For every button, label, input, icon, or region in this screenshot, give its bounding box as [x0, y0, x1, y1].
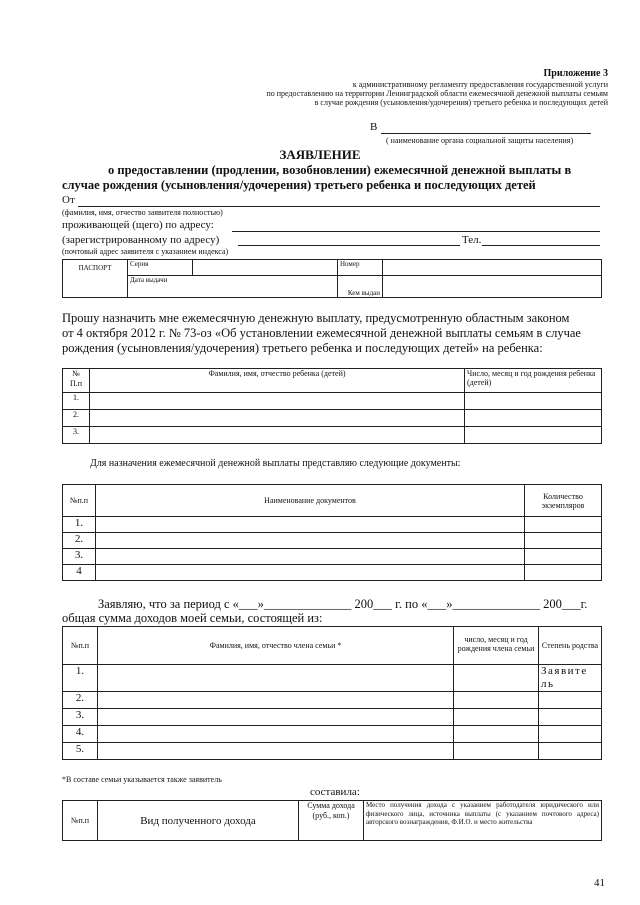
table-row — [63, 533, 602, 549]
table-row — [63, 517, 602, 533]
children-name-cell[interactable] — [90, 410, 465, 427]
family-table — [62, 626, 602, 760]
table-row — [63, 549, 602, 565]
docs-name-cell[interactable] — [96, 565, 525, 581]
income-line-1: Заявляю, что за период с «___»______________ 200___ г. по «___»______________ 200___г. — [98, 597, 588, 611]
to-line[interactable] — [381, 133, 591, 134]
children-col-date: Число, месяц и год рождения ребенка (детей) — [465, 369, 602, 393]
income-col-num: №п.п — [63, 801, 98, 841]
table-row — [63, 427, 602, 444]
passport-number-label: Номер — [338, 260, 383, 276]
table-row — [63, 709, 602, 726]
family-row-num: 4. — [63, 726, 98, 743]
address-registered-label: (зарегистрированному по адресу) — [62, 234, 220, 246]
passport-table — [62, 259, 602, 298]
address-live-line[interactable] — [232, 231, 600, 232]
family-date-cell[interactable] — [454, 709, 539, 726]
composed-label: составила: — [310, 786, 360, 798]
income-table — [62, 800, 602, 841]
children-name-cell[interactable] — [90, 427, 465, 444]
from-prefix: От — [62, 194, 75, 206]
to-prefix: В — [370, 121, 378, 133]
table-row — [63, 726, 602, 743]
passport-series-field[interactable] — [193, 260, 338, 276]
passport-issued-label: Кем выдан — [338, 276, 383, 298]
children-name-cell[interactable] — [90, 393, 465, 410]
family-date-cell[interactable] — [454, 692, 539, 709]
address-live-label: проживающей (щего) по адресу: — [62, 219, 214, 231]
address-registered-line[interactable] — [238, 245, 460, 246]
documents-table — [62, 484, 602, 581]
table-row — [63, 565, 602, 581]
tel-line[interactable] — [482, 245, 600, 246]
from-caption: (фамилия, имя, отчество заявителя полностью) — [62, 208, 223, 217]
passport-number-field[interactable] — [383, 260, 602, 276]
docs-row-num: 1. — [63, 517, 96, 533]
docs-name-cell[interactable] — [96, 533, 525, 549]
children-row-num: 1. — [63, 393, 90, 410]
family-name-cell[interactable] — [98, 709, 454, 726]
family-date-cell[interactable] — [454, 726, 539, 743]
children-date-cell[interactable] — [465, 410, 602, 427]
children-table — [62, 368, 602, 444]
request-line-3: рождения (усыновления/удочерения) третьего ребенка и последующих детей» на ребенка: — [62, 341, 543, 355]
family-name-cell[interactable] — [98, 692, 454, 709]
address-caption: (почтовый адрес заявителя с указанием индекса) — [62, 247, 229, 256]
children-row-num: 2. — [63, 410, 90, 427]
docs-name-cell[interactable] — [96, 549, 525, 565]
family-name-cell[interactable] — [98, 665, 454, 692]
children-row-num: 3. — [63, 427, 90, 444]
table-row — [63, 692, 602, 709]
family-row-num: 1. — [63, 665, 98, 692]
family-relation-cell[interactable] — [539, 743, 602, 760]
docs-intro: Для назначения ежемесячной денежной выплаты представляю следующие документы: — [90, 458, 461, 469]
family-date-cell[interactable] — [454, 665, 539, 692]
table-row — [63, 393, 602, 410]
subtitle-line-2: случае рождения (усыновления/удочерения) третьего ребенка и последующих детей — [62, 178, 536, 192]
request-line-1: Прошу назначить мне ежемесячную денежную выплату, предусмотренную областным законом — [62, 311, 570, 325]
docs-name-cell[interactable] — [96, 517, 525, 533]
family-relation-cell[interactable]: Заявите ль — [539, 665, 602, 692]
family-date-cell[interactable] — [454, 743, 539, 760]
family-name-cell[interactable] — [98, 743, 454, 760]
family-relation-cell[interactable] — [539, 726, 602, 743]
docs-row-num: 3. — [63, 549, 96, 565]
docs-row-num: 4 — [63, 565, 96, 581]
footnote: *В составе семьи указывается также заявитель — [62, 775, 222, 784]
docs-count-cell[interactable] — [525, 533, 602, 549]
to-caption: ( наименование органа социальной защиты населения) — [386, 136, 574, 145]
table-row — [63, 410, 602, 427]
income-line-2: общая сумма доходов моей семьи, состоящей из: — [62, 611, 323, 625]
docs-col-name: Наименование документов — [96, 485, 525, 517]
children-date-cell[interactable] — [465, 393, 602, 410]
appendix-title: Приложение 3 — [543, 68, 608, 79]
passport-issued-field[interactable] — [383, 276, 602, 298]
family-col-name: Фамилия, имя, отчество члена семьи * — [98, 627, 454, 665]
passport-label: ПАСПОРТ — [63, 260, 128, 298]
tel-label: Тел. — [462, 234, 482, 246]
subtitle-line-1: о предоставлении (продлении, возобновлении) ежемесячной денежной выплаты в — [108, 163, 572, 177]
family-row-num: 3. — [63, 709, 98, 726]
table-row — [63, 743, 602, 760]
request-line-2: от 4 октября 2012 г. № 73-оз «Об установлении ежемесячной денежной выплаты семьям в случае — [62, 326, 581, 340]
income-col-sum: Сумма дохода (руб., коп.) — [299, 801, 364, 841]
docs-count-cell[interactable] — [525, 517, 602, 533]
income-col-type: Вид полученного дохода — [98, 801, 299, 841]
family-row-num: 2. — [63, 692, 98, 709]
appendix-line-1: к административному регламенту предоставления государственной услуги — [352, 80, 608, 89]
page-number: 41 — [594, 877, 605, 889]
docs-col-count: Количество экземпляров — [525, 485, 602, 517]
docs-count-cell[interactable] — [525, 549, 602, 565]
docs-row-num: 2. — [63, 533, 96, 549]
income-col-place: Место получения дохода с указанием работодателя юридического или физического лица, источника выплаты (с указанием почтового адреса) авторского вознаграждения, Ф.И.О. и место жительства — [364, 801, 602, 841]
family-name-cell[interactable] — [98, 726, 454, 743]
from-line[interactable] — [78, 206, 600, 207]
children-col-name: Фамилия, имя, отчество ребенка (детей) — [90, 369, 465, 393]
family-relation-cell[interactable] — [539, 692, 602, 709]
table-row — [63, 665, 602, 692]
children-date-cell[interactable] — [465, 427, 602, 444]
docs-col-num: №п.п — [63, 485, 96, 517]
family-col-relation: Степень родства — [539, 627, 602, 665]
appendix-line-2: по предоставлению на территории Ленинградской области ежемесячной денежной выплаты семьям — [266, 89, 608, 98]
family-col-date: число, месяц и год рождения члена семьи — [454, 627, 539, 665]
children-col-num: № П.п — [63, 369, 90, 393]
docs-count-cell[interactable] — [525, 565, 602, 581]
family-relation-cell[interactable] — [539, 709, 602, 726]
appendix-line-3: в случае рождения (усыновления/удочерения) третьего ребенка и последующих детей — [314, 98, 608, 107]
passport-series-label: Серия — [128, 260, 193, 276]
passport-date-label: Дата выдачи — [128, 276, 338, 298]
document-title: ЗАЯВЛЕНИЕ — [279, 147, 361, 162]
family-row-num: 5. — [63, 743, 98, 760]
family-col-num: №п.п — [63, 627, 98, 665]
